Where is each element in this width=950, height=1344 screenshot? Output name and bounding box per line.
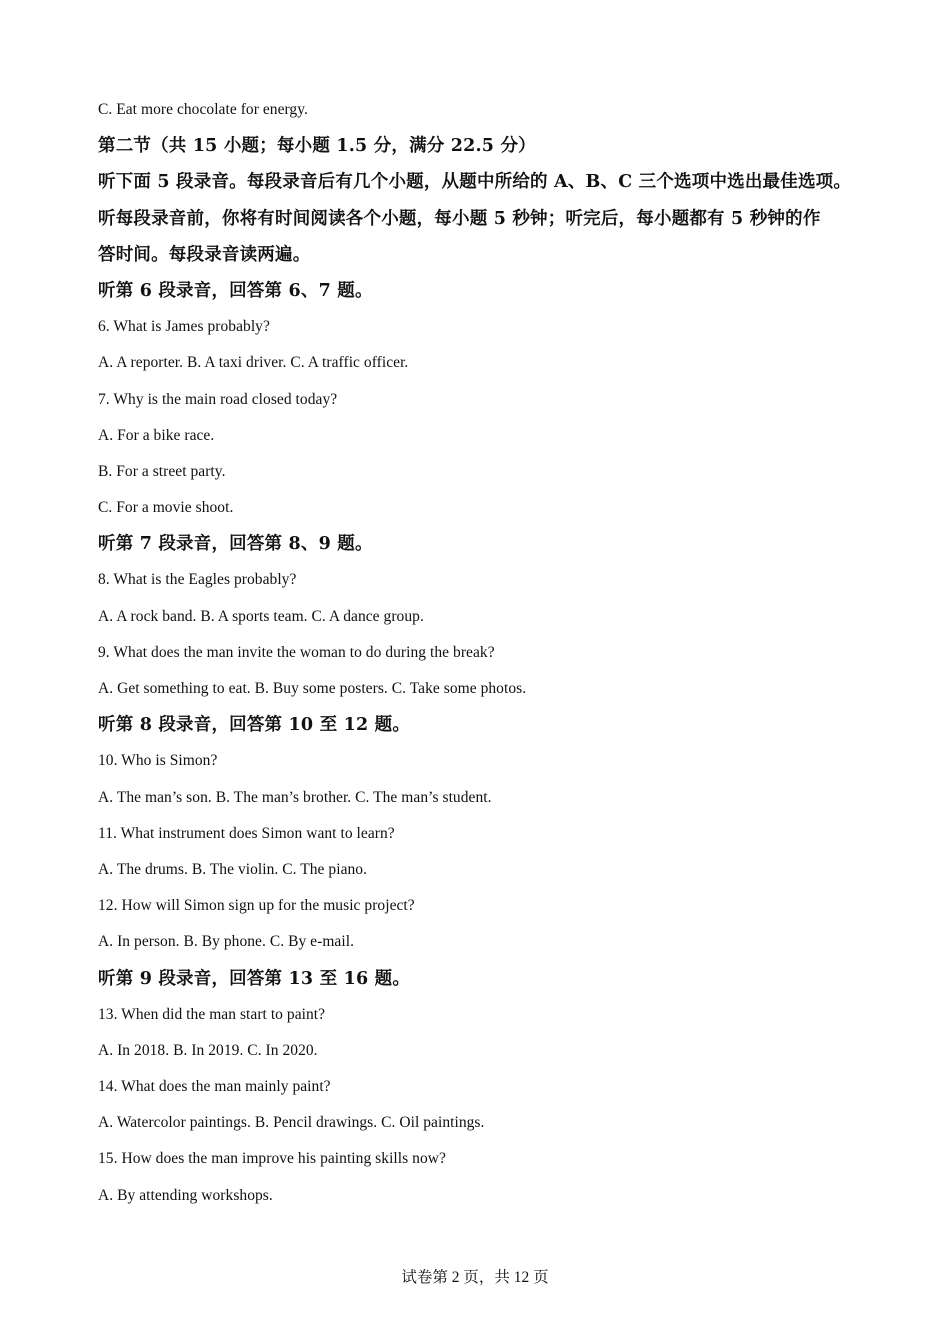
page-content: [98, 96, 878, 1218]
option-line: A. In 2018. B. In 2019. C. In 2020.: [98, 1041, 318, 1059]
option-line: A. For a bike race.: [98, 426, 215, 444]
option-line: C. Eat more chocolate for energy.: [98, 101, 308, 118]
option-line: A. Watercolor paintings. B. Pencil drawings. C. Oil paintings.: [98, 1114, 485, 1132]
option-line: A. By attending workshops.: [98, 1186, 273, 1204]
option-line: A. In person. B. By phone. C. By e-mail.: [98, 933, 355, 951]
option-line: A. A rock band. B. A sports team. C. A dance group.: [98, 607, 424, 625]
page-footer: 试卷第 2 页，共 12 页: [401, 1269, 549, 1286]
option-line: B. For a street party.: [98, 462, 226, 480]
instruction-line: 听每段录音前，你将有时间阅读各个小题，每小题 5 秒钟；听完后，每小题都有 5 秒钟的作: [98, 208, 821, 229]
question-line: 15. How does the man improve his painting skills now?: [98, 1150, 446, 1168]
question-line: 8. What is the Eagles probably?: [98, 571, 297, 589]
option-line: C. For a movie shoot.: [98, 499, 234, 517]
option-line: A. A reporter. B. A taxi driver. C. A traffic officer.: [98, 354, 409, 372]
recording-heading: 听第 9 段录音，回答第 13 至 16 题。: [98, 968, 411, 989]
question-line: 13. When did the man start to paint?: [98, 1005, 326, 1023]
section-heading: 第二节（共 15 小题；每小题 1.5 分，满分 22.5 分）: [98, 136, 536, 157]
recording-heading: 听第 7 段录音，回答第 8、9 题。: [98, 534, 373, 555]
question-line: 6. What is James probably?: [98, 318, 270, 336]
question-line: 14. What does the man mainly paint?: [98, 1078, 331, 1096]
option-line: A. The man’s son. B. The man’s brother. C. The man’s student.: [98, 788, 492, 806]
question-line: 12. How will Simon sign up for the music project?: [98, 897, 415, 915]
recording-heading: 听第 6 段录音，回答第 6、7 题。: [98, 280, 373, 301]
recording-heading: 听第 8 段录音，回答第 10 至 12 题。: [98, 715, 411, 736]
question-line: 7. Why is the main road closed today?: [98, 390, 338, 408]
option-line: A. Get something to eat. B. Buy some posters. C. Take some photos.: [98, 680, 527, 697]
question-line: 10. Who is Simon?: [98, 752, 218, 770]
option-line: A. The drums. B. The violin. C. The piano.: [98, 860, 368, 878]
instruction-line: 答时间。每段录音读两遍。: [98, 244, 311, 265]
question-line: 9. What does the man invite the woman to do during the break?: [98, 643, 495, 661]
question-line: 11. What instrument does Simon want to learn?: [98, 824, 395, 842]
instruction-line: 听下面 5 段录音。每段录音后有几个小题，从题中所给的 A、B、C 三个选项中选出最佳选项。: [98, 172, 852, 193]
